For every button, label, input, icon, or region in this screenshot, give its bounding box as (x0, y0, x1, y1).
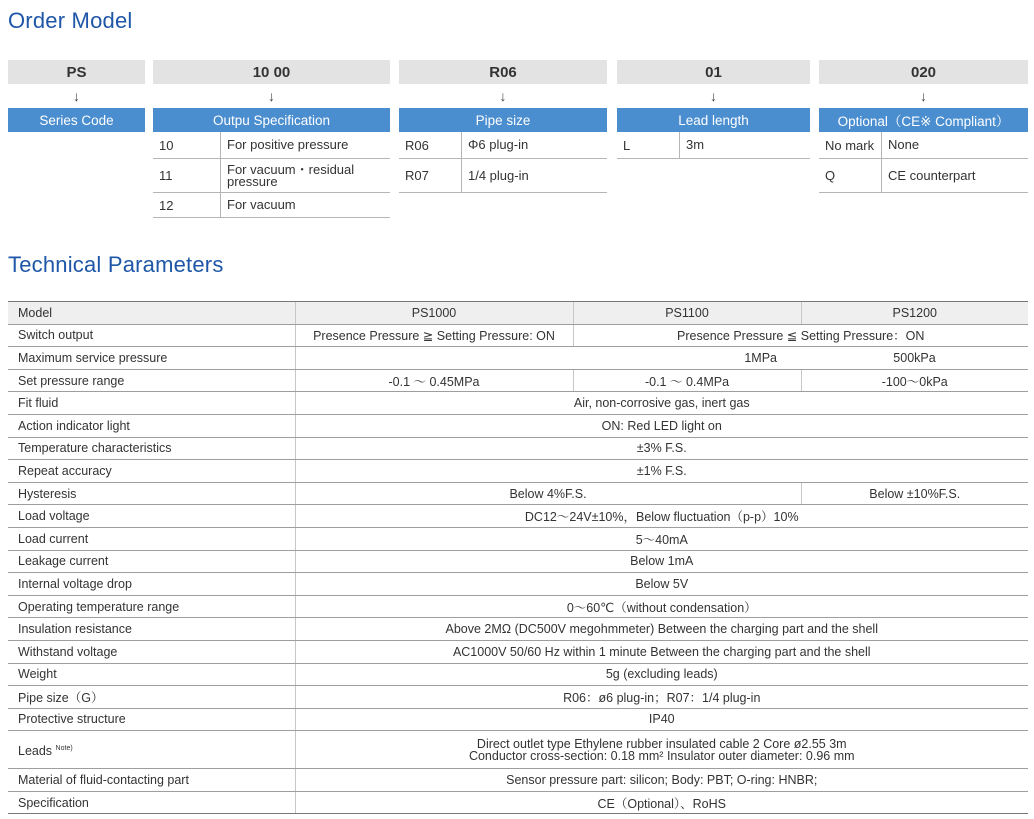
param-value: Sensor pressure part: silicon; Body: PBT; O-ring: HNBR; (295, 769, 1028, 792)
param-label: Pipe size（G） (8, 686, 295, 709)
order-options (819, 132, 1028, 193)
option-value: Φ6 plug-in (468, 137, 529, 152)
param-label: Protective structure (8, 708, 295, 731)
option-key: 12 (153, 193, 221, 217)
order-option-row (819, 159, 1028, 193)
param-value (295, 731, 1028, 769)
param-value: Presence Pressure ≧ Setting Pressure: ON (295, 324, 573, 347)
table-row (8, 686, 1028, 709)
param-label (8, 731, 295, 769)
param-value: Below 5V (295, 573, 1028, 596)
table-row (8, 595, 1028, 618)
order-option-row (399, 132, 607, 159)
option-key: 11 (153, 159, 221, 192)
order-code: 01 (617, 60, 810, 84)
option-value: For positive pressure (227, 137, 349, 152)
table-row (8, 663, 1028, 686)
order-code: PS (8, 60, 145, 84)
param-label: Operating temperature range (8, 595, 295, 618)
technical-parameters-table (8, 301, 1028, 814)
param-label: Insulation resistance (8, 618, 295, 641)
option-key: No mark (819, 132, 882, 158)
order-col-output (153, 60, 390, 218)
option-key: L (617, 132, 680, 158)
param-value: 1MPa (295, 347, 801, 370)
param-value: -0.1 ～ 0.4MPa (573, 369, 801, 392)
order-code: 10 00 (153, 60, 390, 84)
param-value: 5g (excluding leads) (295, 663, 1028, 686)
table-row-leads (8, 731, 1028, 769)
param-value: ON: Red LED light on (295, 414, 1028, 437)
param-value: ±1% F.S. (295, 460, 1028, 483)
table-row (8, 769, 1028, 792)
table-row (8, 527, 1028, 550)
leads-line-2: Conductor cross-section: 0.18 mm² Insulator outer diameter: 0.96 mm (468, 748, 855, 763)
param-value: CE（Optional）、RoHS (295, 791, 1028, 814)
order-option-row (819, 132, 1028, 159)
order-header: Series Code (8, 108, 145, 132)
option-value: 1/4 plug-in (468, 167, 529, 183)
param-value: Below ±10%F.S. (801, 482, 1028, 505)
param-value: PS1200 (801, 302, 1028, 325)
order-header: Lead length (617, 108, 810, 132)
param-label: Switch output (8, 324, 295, 347)
param-label: Action indicator light (8, 414, 295, 437)
table-row (8, 550, 1028, 573)
param-label: Hysteresis (8, 482, 295, 505)
table-row (8, 791, 1028, 814)
table-row (8, 347, 1028, 370)
option-value: None (888, 137, 920, 152)
table-row (8, 573, 1028, 596)
order-col-series (8, 60, 145, 132)
param-value: Below 4%F.S. (295, 482, 801, 505)
table-row (8, 392, 1028, 415)
param-value: R06：ø6 plug-in；R07：1/4 plug-in (295, 686, 1028, 709)
option-key: 10 (153, 132, 221, 158)
order-col-optional (819, 60, 1028, 193)
order-code: R06 (399, 60, 607, 84)
option-value: CE counterpart (888, 167, 976, 183)
param-value: PS1100 (573, 302, 801, 325)
param-value: 5～40mA (295, 527, 1028, 550)
table-row (8, 505, 1028, 528)
option-key: R07 (399, 159, 462, 192)
param-label: Maximum service pressure (8, 347, 295, 370)
param-label: Specification (8, 791, 295, 814)
table-row-model (8, 302, 1028, 325)
table-row (8, 482, 1028, 505)
param-value: -0.1 ～ 0.45MPa (295, 369, 573, 392)
param-label: Material of fluid-contacting part (8, 769, 295, 792)
table-row (8, 324, 1028, 347)
order-col-pipe (399, 60, 607, 193)
param-label: Model (8, 302, 295, 325)
leads-line-1: Direct outlet type Ethylene rubber insulated cable 2 Core ø2.55 3m (476, 736, 847, 751)
param-value: DC12～24V±10%，Below fluctuation（p-p）10% (295, 505, 1028, 528)
order-options (153, 132, 390, 218)
param-value: ±3% F.S. (295, 437, 1028, 460)
param-label: Fit fluid (8, 392, 295, 415)
param-label: Internal voltage drop (8, 573, 295, 596)
order-header: Pipe size (399, 108, 607, 132)
note-marker: Note) (55, 744, 73, 752)
order-col-lead (617, 60, 810, 159)
order-header: Outpu Specification (153, 108, 390, 132)
order-option-row (153, 159, 390, 193)
table-row (8, 369, 1028, 392)
down-arrow-icon: ↓ (710, 88, 717, 104)
param-label: Withstand voltage (8, 640, 295, 663)
table-row (8, 460, 1028, 483)
option-key: Q (819, 159, 882, 192)
order-option-row (617, 132, 810, 159)
option-value: For vacuum (227, 197, 296, 212)
param-label: Set pressure range (8, 369, 295, 392)
table-row (8, 414, 1028, 437)
param-label: Load voltage (8, 505, 295, 528)
param-value: -100～0kPa (801, 369, 1028, 392)
param-label: Repeat accuracy (8, 460, 295, 483)
param-label: Leakage current (8, 550, 295, 573)
table-row (8, 618, 1028, 641)
order-option-row (153, 193, 390, 218)
order-options (399, 132, 607, 193)
order-option-row (153, 132, 390, 159)
param-value: Below 1mA (295, 550, 1028, 573)
leads-label: Leads (18, 743, 53, 758)
param-value: Above 2MΩ (DC500V megohmmeter) Between the charging part and the shell (295, 618, 1028, 641)
param-value: PS1000 (295, 302, 573, 325)
option-value: For vacuum・residual pressure (227, 161, 355, 189)
param-label: Temperature characteristics (8, 437, 295, 460)
order-header: Optional（CE※ Compliant） (819, 108, 1028, 132)
table-row (8, 437, 1028, 460)
table-row (8, 640, 1028, 663)
down-arrow-icon: ↓ (920, 88, 927, 104)
param-value: Presence Pressure ≦ Setting Pressure：ON (573, 324, 1028, 347)
param-value: 500kPa (801, 347, 1028, 370)
order-option-row (399, 159, 607, 193)
down-arrow-icon: ↓ (268, 88, 275, 104)
param-label: Weight (8, 663, 295, 686)
order-code: 020 (819, 60, 1028, 84)
table-row (8, 708, 1028, 731)
param-value: AC1000V 50/60 Hz within 1 minute Between the charging part and the shell (295, 640, 1028, 663)
order-options (617, 132, 810, 159)
down-arrow-icon: ↓ (73, 88, 80, 104)
option-key: R06 (399, 132, 462, 158)
down-arrow-icon: ↓ (499, 88, 507, 104)
option-value: 3m (686, 137, 705, 152)
technical-parameters-title: Technical Parameters (8, 252, 224, 277)
param-label: Load current (8, 527, 295, 550)
param-value: Air, non-corrosive gas, inert gas (295, 392, 1028, 415)
param-value: IP40 (295, 708, 1028, 731)
param-value: 0～60℃（without condensation） (295, 595, 1028, 618)
order-model-title: Order Model (8, 8, 133, 33)
